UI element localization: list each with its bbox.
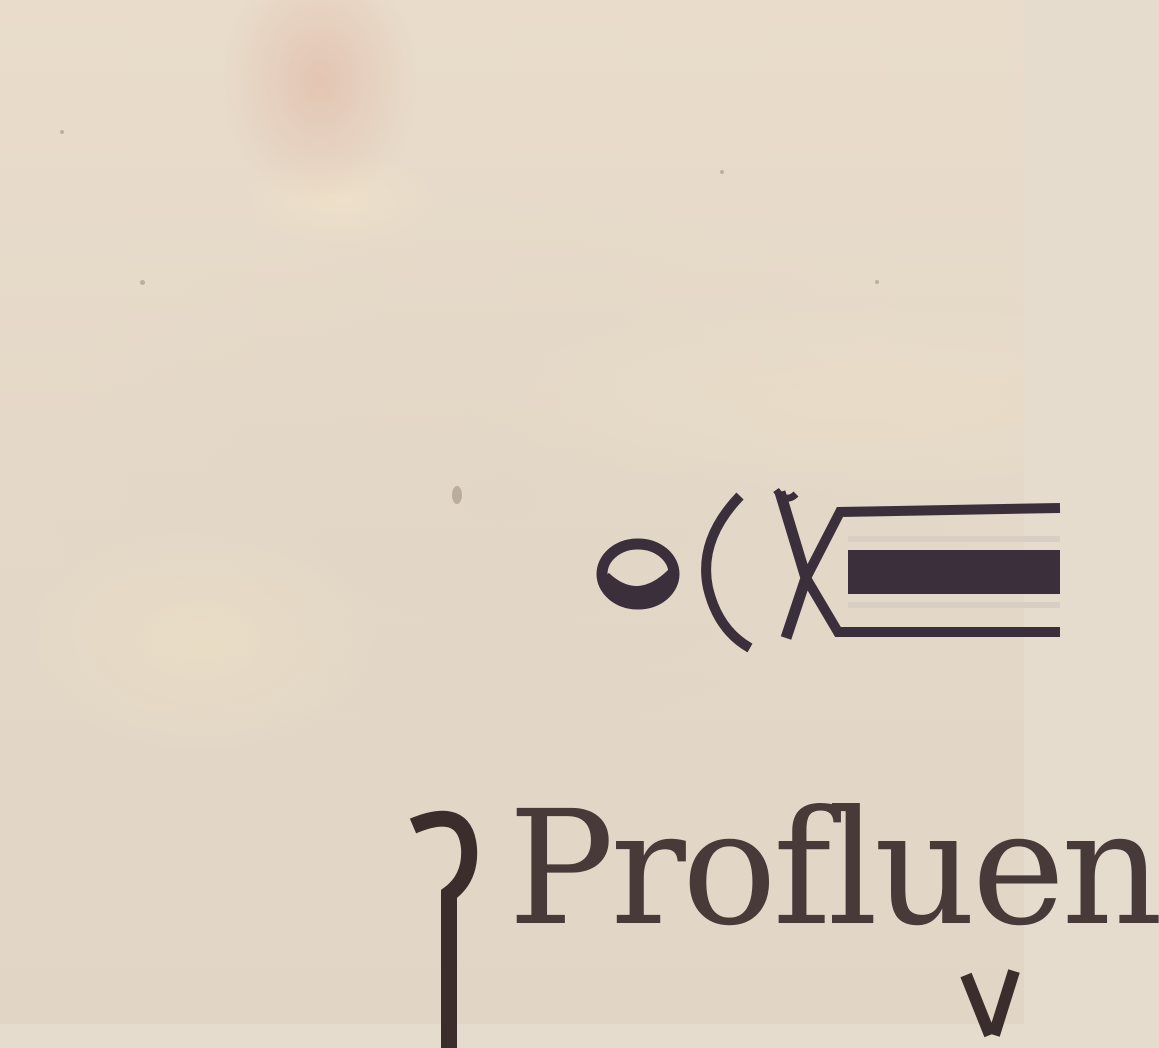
printer-ornament-rule-icon xyxy=(590,470,1050,670)
ink-speck xyxy=(140,280,145,285)
ink-speck xyxy=(452,486,462,504)
brace-bracket-icon xyxy=(405,808,485,1048)
ink-speck xyxy=(60,130,64,134)
cut-off-letter xyxy=(960,965,1040,1045)
ink-speck xyxy=(720,170,724,174)
ink-speck xyxy=(875,280,879,284)
headword: Profluen xyxy=(508,777,1159,961)
